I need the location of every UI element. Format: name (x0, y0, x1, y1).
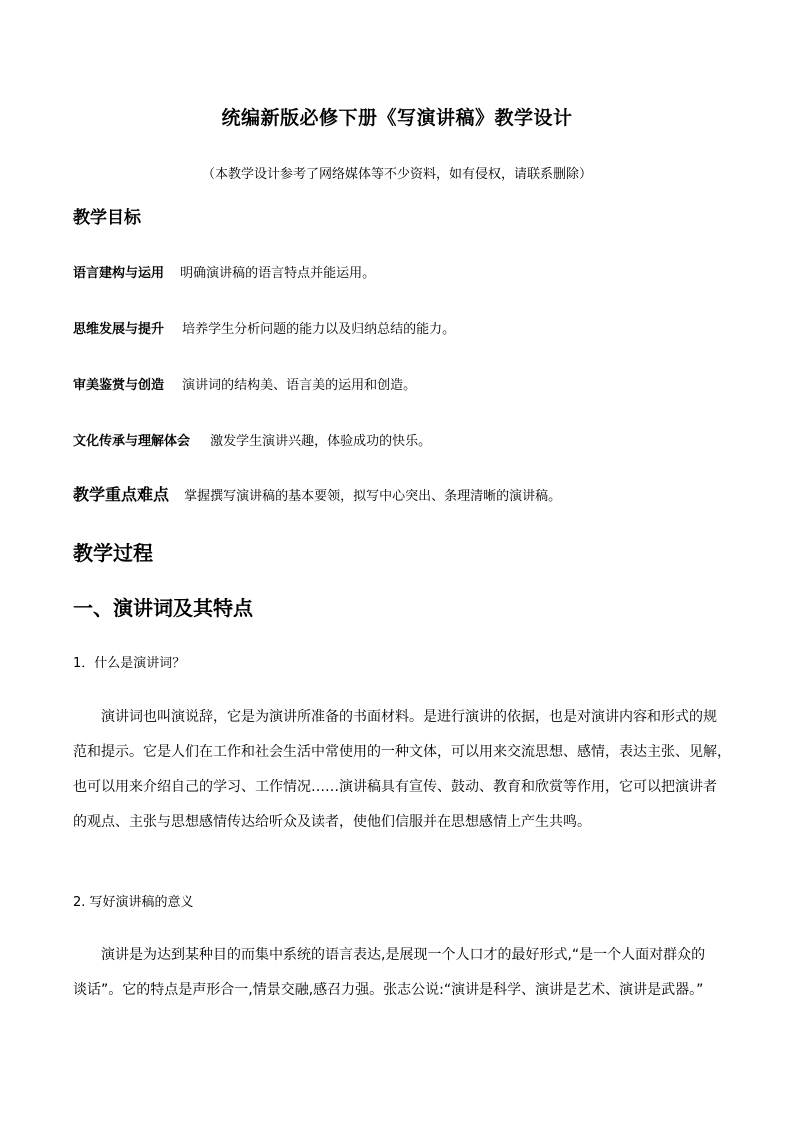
objective-item (73, 318, 455, 337)
paragraph-line: 演讲是为达到某种目的而集中系统的语言表达,是展现一个人口才的最好形式,“是一个人面对群众的 (101, 947, 706, 963)
objective-text: 明确演讲稿的语言特点并能运用。 (180, 266, 376, 281)
objective-label: 语言建构与运用 (73, 266, 165, 281)
objective-item (73, 262, 375, 281)
document-title: 统编新版必修下册《写演讲稿》教学设计 (221, 107, 573, 129)
key-points-label: 教学重点难点 (73, 485, 170, 504)
key-points (73, 482, 561, 505)
objective-text: 激发学生演讲兴趣，体验成功的快乐。 (210, 434, 432, 449)
question-heading: 2. 写好演讲稿的意义 (73, 895, 194, 910)
objective-label: 审美鉴赏与创造 (73, 378, 165, 393)
paragraph-line: 演讲词也叫演说辞，它是为演讲所准备的书面材料。是进行演讲的依据，也是对演讲内容和形式的规 (101, 709, 717, 725)
objective-item (73, 430, 431, 449)
key-points-text: 掌握撰写演讲稿的基本要领，拟写中心突出、条理清晰的演讲稿。 (184, 489, 562, 504)
objective-text: 演讲词的结构美、语言美的运用和创造。 (182, 378, 417, 393)
objective-label: 思维发展与提升 (73, 322, 165, 337)
paragraph (73, 944, 733, 1014)
objective-label: 文化传承与理解体会 (73, 434, 191, 449)
paragraph-line: 范和提示。它是人们在工作和社会生活中常使用的一种文体，可以用来交流思想、感情，表达主张、见解， (73, 744, 731, 760)
process-heading: 教学过程 (73, 541, 153, 565)
objective-item (73, 374, 416, 393)
document-subtitle: （本教学设计参考了网络媒体等不少资料，如有侵权，请联系删除） (201, 167, 592, 182)
paragraph (73, 706, 733, 846)
objectives-heading: 教学目标 (73, 208, 141, 228)
section-heading: 一、演讲词及其特点 (73, 596, 253, 620)
paragraph-line: 的观点、主张与思想感情传达给听众及读者，使他们信服并在思想感情上产生共鸣。 (73, 814, 591, 830)
objective-text: 培养学生分析问题的能力以及归纳总结的能力。 (182, 322, 456, 337)
question-heading: 1．什么是演讲词？ (73, 656, 186, 671)
paragraph-line: 也可以用来介绍自己的学习、工作情况……演讲稿具有宣传、鼓动、教育和欣赏等作用，它可以把演讲者 (73, 779, 717, 795)
paragraph-line: 谈话”。它的特点是声形合一,情景交融,感召力强。张志公说:“演讲是科学、演讲是艺术、演讲是武器。” (73, 982, 704, 998)
